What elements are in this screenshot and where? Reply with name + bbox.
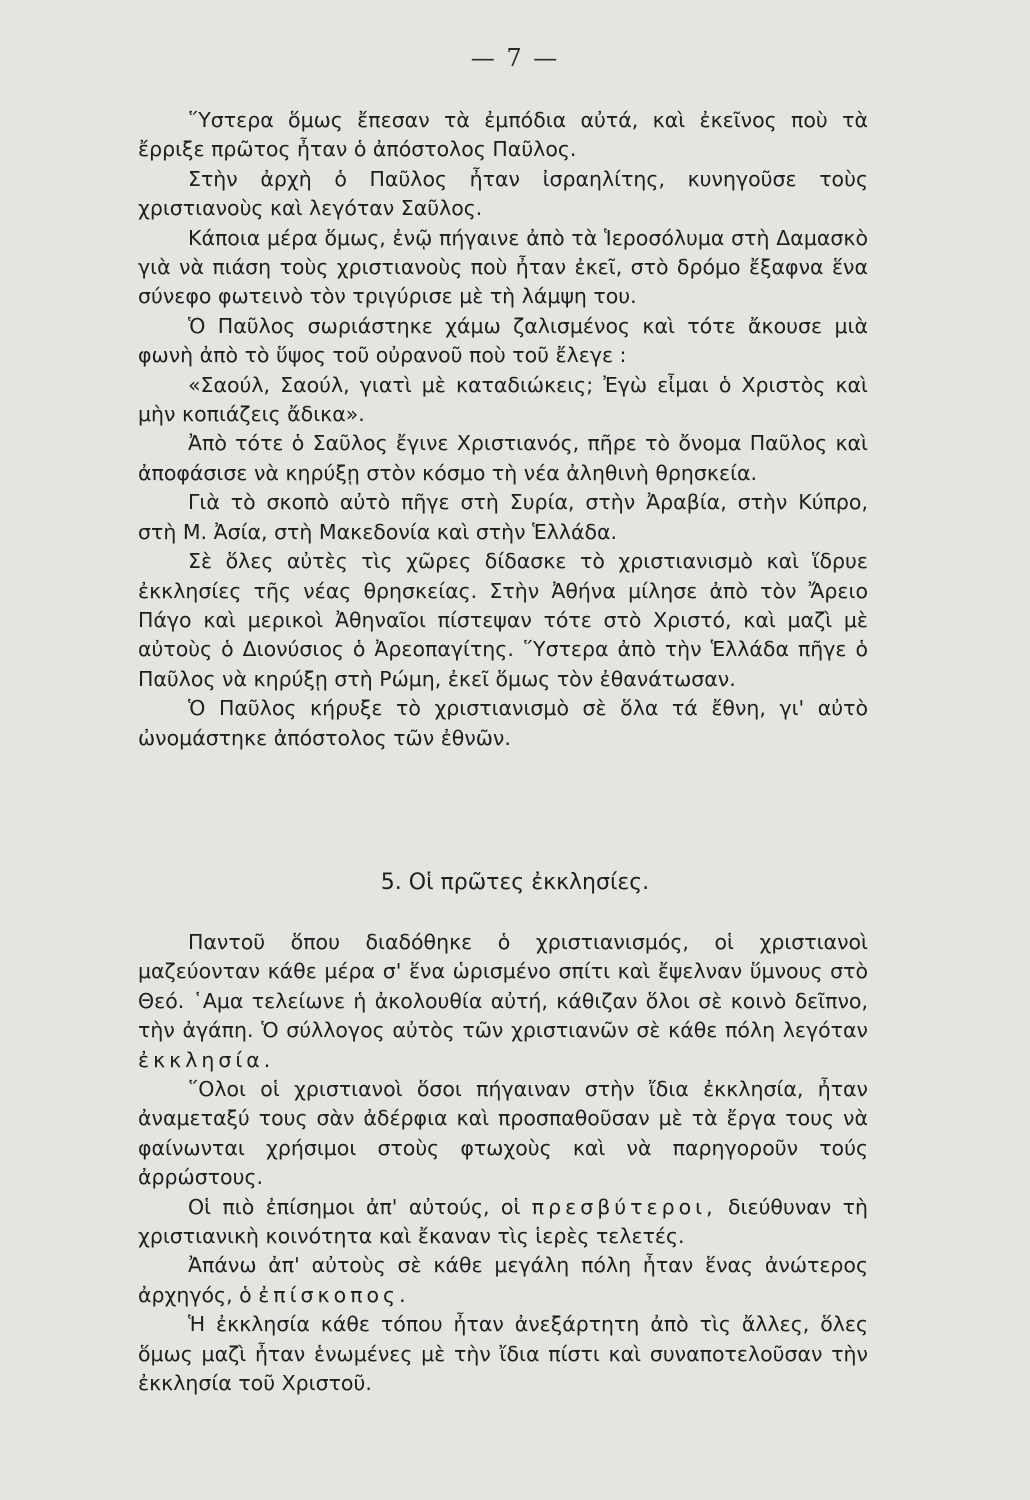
section-heading: 5. Οἱ πρῶτες ἐκκλησίες. <box>380 870 650 895</box>
paragraph <box>138 928 868 1075</box>
paragraph: Ἀπὸ τότε ὁ Σαῦλος ἔγινε Χριστιανός, πῆρε τὸ ὄνομα Παῦλος καὶ ἀποφάσισε νὰ κηρύξῃ στὸν κόσμο τὴ νέα ἀληθινὴ θρησκεία. <box>138 431 868 485</box>
bottom-text-block <box>138 928 868 1399</box>
paragraph: Σὲ ὅλες αὐτὲς τὶς χῶρες δίδασκε τὸ χριστιανισμὸ καὶ ἵδρυε ἐκκλησίες τῆς νέας θρησκείας. Στὴν Ἀθήνα μίλησε ἀπὸ τὸν Ἄρειο Πάγο καὶ μερικοὶ Ἀθηναῖοι πίστεψαν τότε στὸ Χριστό, καὶ μαζὶ μὲ αὐτοὺς ὁ Διονύσιος ὁ Ἀρεοπαγίτης. ῞Υστερα ἀπὸ τὴν Ἑλλάδα πῆγε ὁ Παῦλος νὰ κηρύξῃ στὴ Ρώμη, ἐκεῖ ὅμως τὸν ἐθανάτωσαν. <box>138 549 868 691</box>
paragraph: Κάποια μέρα ὅμως, ἐνῷ πήγαινε ἀπὸ τὰ Ἱεροσόλυμα στὴ Δαμασκὸ γιὰ νὰ πιάση τοὺς χριστιανοὺς ποὺ ἦταν ἐκεῖ, στὸ δρόμο ἔξαφνα ἕνα σύνεφο φωτεινὸ τὸν τριγύρισε μὲ τὴ λάμψη του. <box>138 225 868 309</box>
term-ekklisia: ἐκκλησία. <box>138 1047 275 1072</box>
paragraph: «Σαούλ, Σαούλ, γιατὶ μὲ καταδιώκεις; Ἐγὼ εἶμαι ὁ Χριστὸς καὶ μὴν κοπιάζεις ἄδικα». <box>138 372 868 427</box>
paragraph: ῞Υστερα ὅμως ἔπεσαν τὰ ἐμπόδια αὐτά, καὶ ἐκεῖνος ποὺ τὰ ἔρριξε πρῶτος ἦταν ὁ ἀπόστολος Παῦλος. <box>138 108 868 162</box>
term-episkopos: ἐπίσκοπος. <box>258 1282 410 1307</box>
paragraph <box>138 1251 868 1310</box>
paragraph-text: Ἀπάνω ἀπ' αὐτοὺς σὲ κάθε μεγάλη πόλη ἦταν ἕνας ἀνώτερος ἀρχηγός, ὁ <box>138 1253 868 1307</box>
paragraph: Γιὰ τὸ σκοπὸ αὐτὸ πῆγε στὴ Συρία, στὴν Ἀραβία, στὴν Κύπρο, στὴ Μ. Ἀσία, στὴ Μακεδονία καὶ στὴν Ἑλλάδα. <box>138 490 868 544</box>
paragraph: ῞Ολοι οἱ χριστιανοὶ ὅσοι πήγαιναν στὴν ἴδια ἐκκλησία, ἦταν ἀναμεταξύ τους σὰν ἀδέρφια καὶ προσπαθοῦσαν μὲ τὰ ἔργα τους νὰ φαίνωνται χρήσιμοι στοὺς φτωχοὺς καὶ νὰ παρηγοροῦν τούς ἀρρώστους. <box>138 1077 868 1190</box>
paragraph-text: Παντοῦ ὅπου διαδόθηκε ὁ χριστιανισμός, οἱ χριστιανοὶ μαζεύονταν κάθε μέρα σ' ἕνα ὡρισμένο σπίτι καὶ ἔψελναν ὕμνους στὸ Θεό. ῾Αμα τελείωνε ἡ ἀκολουθία αὐτή, κάθιζαν ὅλοι σὲ κοινὸ δεῖπνο, τὴν ἀγάπη. Ὁ σύλλογος αὐτὸς τῶν χριστιανῶν σὲ κάθε πόλη λεγόταν <box>138 930 868 1043</box>
paragraph <box>138 1193 868 1252</box>
term-presbyteroi: πρεσβύτεροι, <box>531 1194 717 1219</box>
paragraph: Ὁ Παῦλος σωριάστηκε χάμω ζαλισμένος καὶ τότε ἄκουσε μιὰ φωνὴ ἀπὸ τὸ ὕψος τοῦ οὐρανοῦ ποὺ τοῦ ἔλεγε : <box>138 313 868 368</box>
paragraph: Στὴν ἀρχὴ ὁ Παῦλος ἦταν ἰσραηλίτης, κυνηγοῦσε τοὺς χριστιανοὺς καὶ λεγόταν Σαῦλος. <box>138 166 868 221</box>
paragraph-text: Οἱ πιὸ ἐπίσημοι ἀπ' αὐτούς, οἱ <box>188 1194 521 1219</box>
paragraph-text: διεύθυναν τὴ χριστιανικὴ κοινότητα καὶ ἔκαναν τὶς ἱερὲς τελετές. <box>138 1194 868 1249</box>
paragraph: Ὁ Παῦλος κήρυξε τὸ χριστιανισμὸ σὲ ὅλα τά ἔθνη, γι' αὐτὸ ὠνομάστηκε ἀπόστολος τῶν ἐθνῶν. <box>138 696 868 750</box>
paragraph: Ἡ ἐκκλησία κάθε τόπου ἦταν ἀνεξάρτητη ἀπὸ τὶς ἄλλες, ὅλες ὅμως μαζὶ ἦταν ἑνωμένες μὲ τὴν ἴδια πίστι καὶ συναποτελοῦσαν τὴν ἐκκλησία τοῦ Χριστοῦ. <box>138 1312 868 1396</box>
top-text-block <box>138 106 868 753</box>
page-number: — 7 — <box>470 44 560 72</box>
